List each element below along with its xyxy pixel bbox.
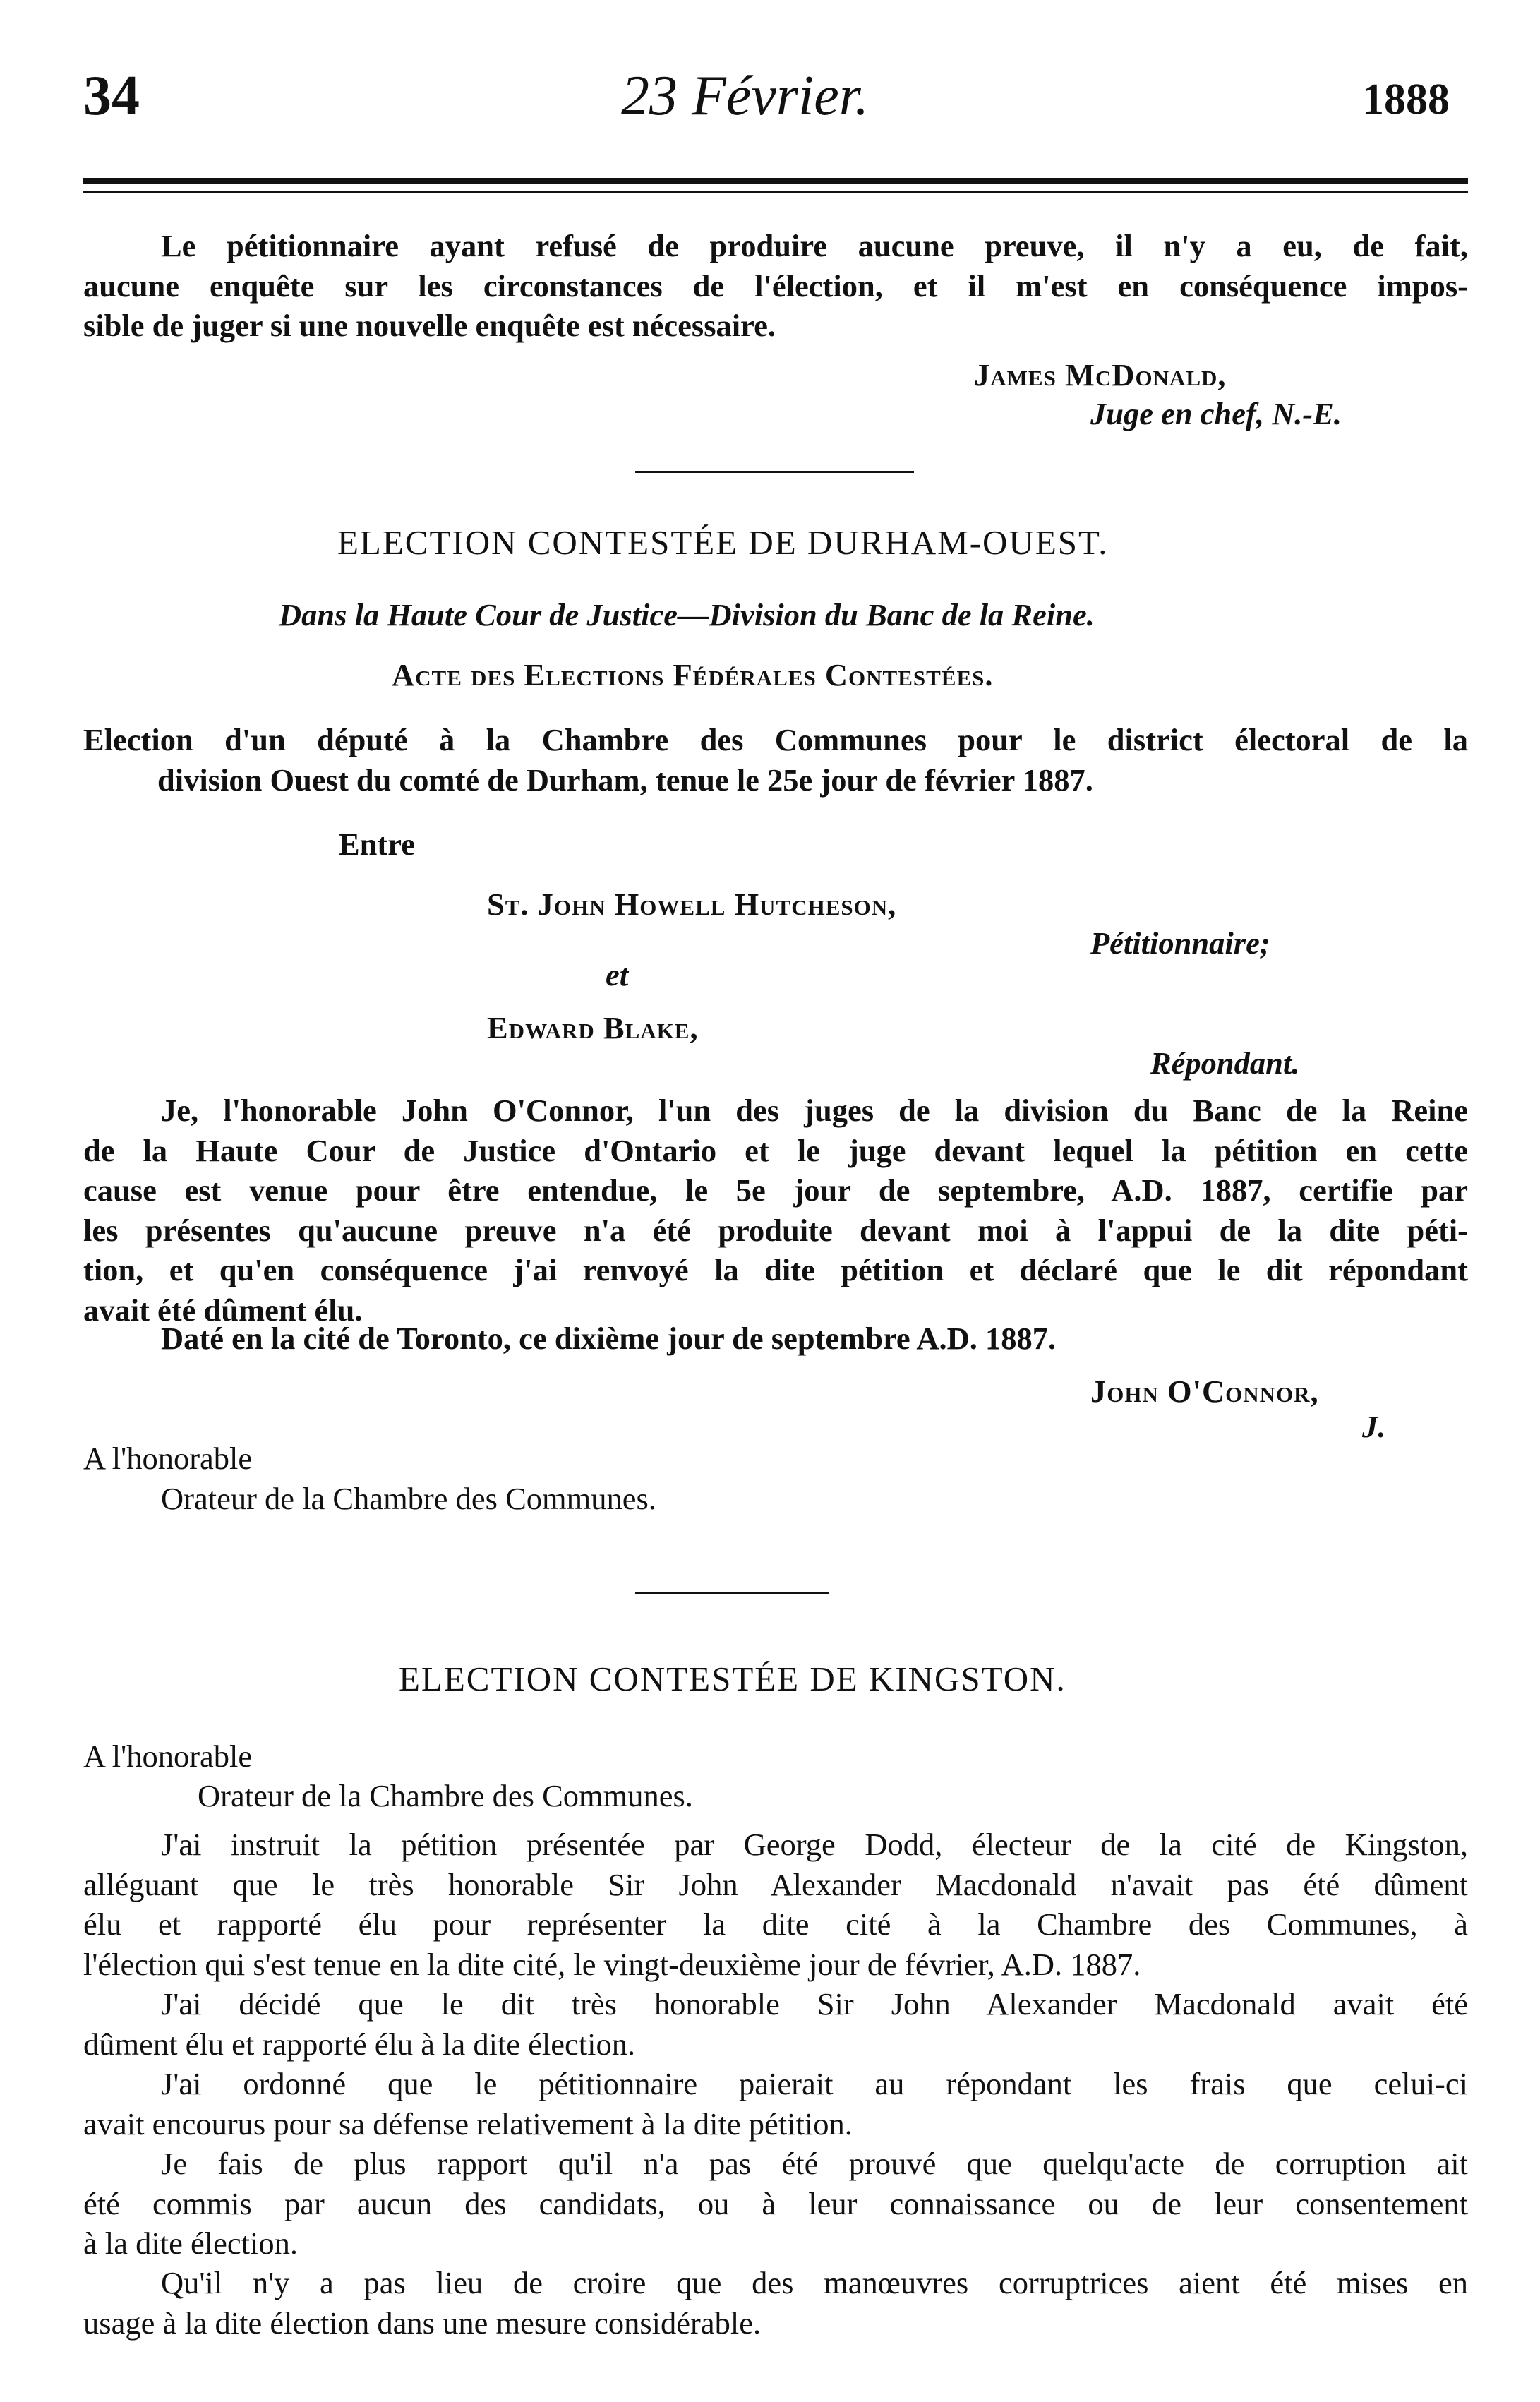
respondent-name: Edward Blake, xyxy=(487,1010,699,1045)
signer-name: John O'Connor, xyxy=(1090,1374,1319,1409)
dated-line: Daté en la cité de Toronto, ce dixième jour de septembre A.D. 1887. xyxy=(161,1321,1057,1356)
kingston-paragraph-1 xyxy=(83,1825,1468,1984)
text-line: cause est venue pour être entendue, le 5e jour de septembre, A.D. 1887, certifie par xyxy=(83,1172,1468,1208)
kingston-paragraph-2 xyxy=(83,1984,1468,2064)
kingston-paragraph-4 xyxy=(83,2144,1468,2264)
and-label: et xyxy=(606,957,629,992)
section-heading-durham: ELECTION CONTESTÉE DE DURHAM-OUEST. xyxy=(337,523,1109,562)
text-line: Qu'il n'y a pas lieu de croire que des manœuvres corruptrices aient été mises en xyxy=(161,2265,1468,2300)
page-year: 1888 xyxy=(1362,76,1450,124)
text-line: alléguant que le très honorable Sir John Alexander Macdonald n'avait pas été dûment xyxy=(83,1866,1468,1902)
text-line: Je, l'honorable John O'Connor, l'un des juges de la division du Banc de la Reine xyxy=(161,1093,1468,1128)
signature-title: Juge en chef, N.-E. xyxy=(1090,396,1342,431)
text-line: aucune enquête sur les circonstances de l'élection, et il m'est en conséquence impos- xyxy=(83,268,1468,304)
section-divider xyxy=(635,1592,829,1594)
petitioner-role: Pétitionnaire; xyxy=(1090,925,1270,961)
text-line: les présentes qu'aucune preuve n'a été produite devant moi à l'appui de la dite péti- xyxy=(83,1212,1468,1248)
kingston-paragraph-3 xyxy=(83,2064,1468,2144)
header-rule-thin xyxy=(83,191,1468,193)
text-line: J'ai ordonné que le pétitionnaire paierait au répondant les frais que celui-ci xyxy=(161,2066,1468,2101)
section-heading-kingston: ELECTION CONTESTÉE DE KINGSTON. xyxy=(399,1659,1066,1698)
act-line: Acte des Elections Fédérales Contestées. xyxy=(392,657,994,692)
respondent-role: Répondant. xyxy=(1150,1045,1300,1081)
election-paragraph xyxy=(83,720,1468,800)
text-line: élu et rapporté élu pour représenter la dite cité à la Chambre des Communes, à xyxy=(83,1906,1468,1942)
address-line: Orateur de la Chambre des Communes. xyxy=(198,1778,693,1813)
text-line: l'élection qui s'est tenue en la dite cité, le vingt-deuxième jour de février, A.D. 1887. xyxy=(83,1946,1141,1982)
text-line: J'ai instruit la pétition présentée par George Dodd, électeur de la cité de Kingston, xyxy=(161,1827,1468,1862)
header-rule xyxy=(83,178,1468,184)
intro-paragraph xyxy=(83,226,1468,346)
section-divider xyxy=(635,471,914,473)
text-line: de la Haute Cour de Justice d'Ontario et le juge devant lequel la pétition en cette xyxy=(83,1132,1468,1168)
address-line: A l'honorable xyxy=(83,1739,253,1774)
text-line: usage à la dite élection dans une mesure considérable. xyxy=(83,2305,762,2341)
text-line: dûment élu et rapporté élu à la dite élection. xyxy=(83,2026,636,2062)
text-line: Je fais de plus rapport qu'il n'a pas été prouvé que quelqu'acte de corruption ait xyxy=(161,2146,1468,2181)
text-line: Le pétitionnaire ayant refusé de produire aucune preuve, il n'y a eu, de fait, xyxy=(161,228,1468,263)
page-number: 34 xyxy=(83,65,140,127)
signature-name: James McDonald, xyxy=(974,357,1227,392)
text-line: J'ai décidé que le dit très honorable Sir John Alexander Macdonald avait été xyxy=(161,1986,1468,2022)
text-line: sible de juger si une nouvelle enquête est nécessaire. xyxy=(83,308,776,343)
text-line: division Ouest du comté de Durham, tenue le 25e jour de février 1887. xyxy=(157,762,1093,798)
text-line: avait encourus pour sa défense relativement à la dite pétition. xyxy=(83,2106,853,2142)
address-line: Orateur de la Chambre des Communes. xyxy=(161,1481,656,1516)
certificate-paragraph xyxy=(83,1091,1468,1330)
petitioner-name: St. John Howell Hutcheson, xyxy=(487,887,897,922)
text-line: été commis par aucun des candidats, ou à leur connaissance ou de leur consentement xyxy=(83,2185,1468,2221)
between-label: Entre xyxy=(339,827,415,862)
court-line: Dans la Haute Cour de Justice—Division du Banc de la Reine. xyxy=(279,597,1095,632)
text-line: avait été dûment élu. xyxy=(83,1292,363,1328)
text-line: à la dite élection. xyxy=(83,2226,298,2261)
kingston-paragraph-5 xyxy=(83,2263,1468,2343)
page-date: 23 Février. xyxy=(621,65,870,127)
text-line: Election d'un député à la Chambre des Communes pour le district électoral de la xyxy=(83,722,1468,757)
signer-title: J. xyxy=(1362,1409,1386,1444)
address-line: A l'honorable xyxy=(83,1441,253,1476)
text-line: tion, et qu'en conséquence j'ai renvoyé la dite pétition et déclaré que le dit répondant xyxy=(83,1252,1468,1287)
